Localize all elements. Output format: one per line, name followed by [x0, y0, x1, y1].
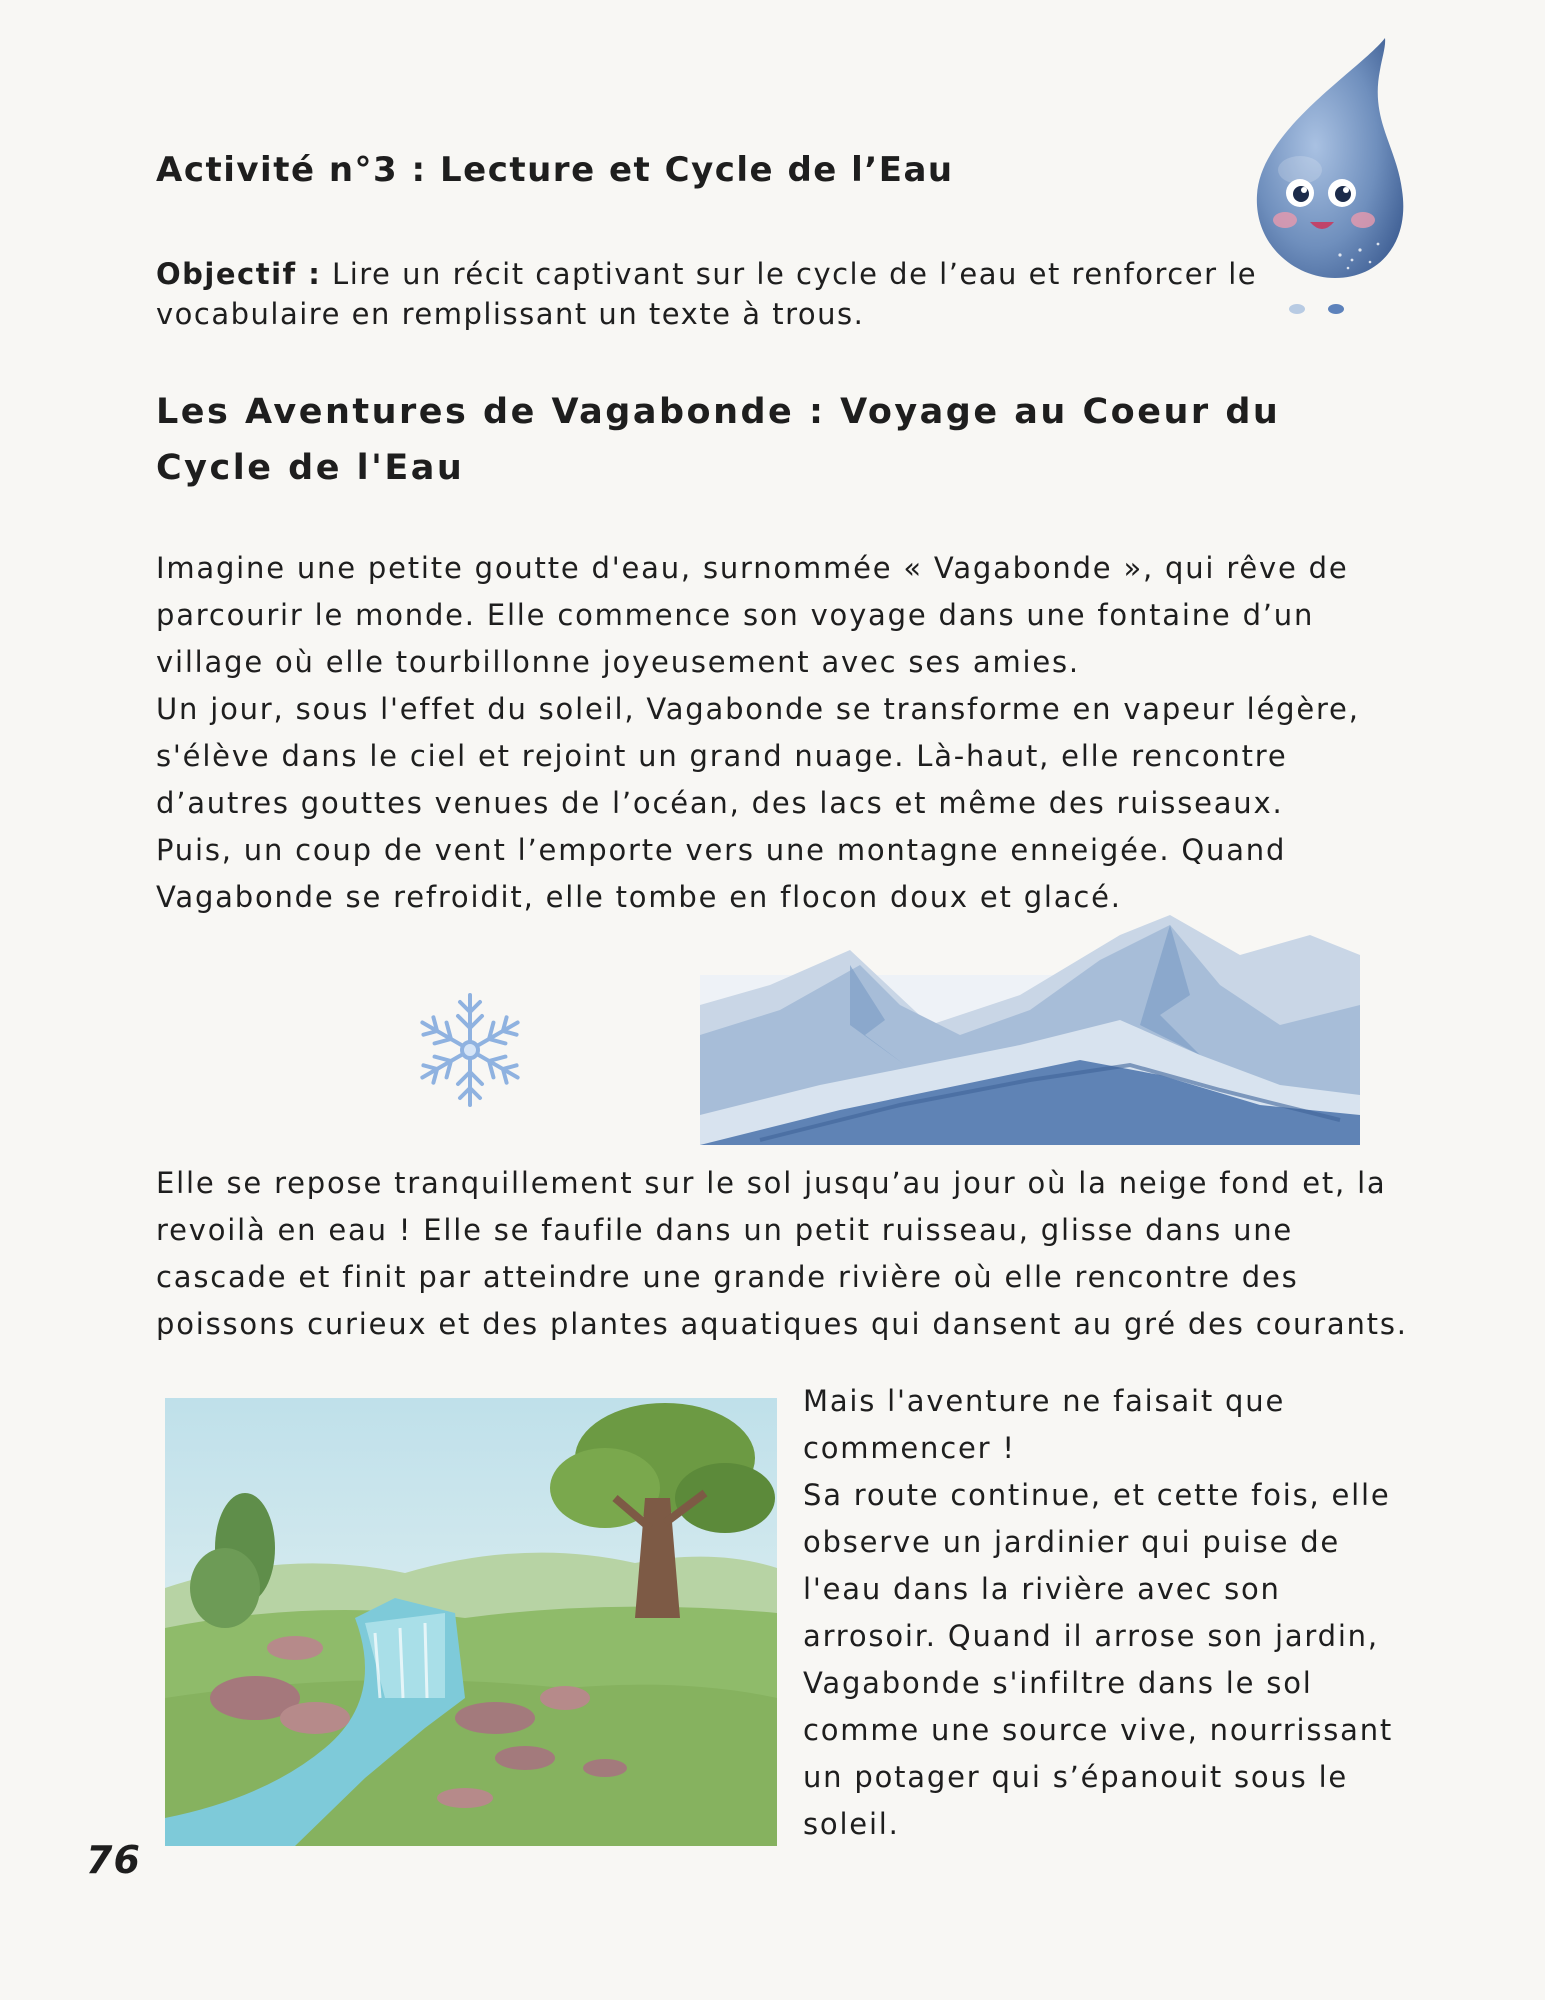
snowy-mountains-illustration	[700, 915, 1360, 1145]
waterfall-river-landscape-illustration	[165, 1398, 777, 1846]
objective-body: Lire un récit captivant sur le cycle de l’eau et renforcer le vocabulaire en remplissant un texte à trous.	[156, 257, 1258, 331]
paragraph-line: Mais l'aventure ne faisait que commencer !	[803, 1384, 1286, 1465]
objective-text	[156, 254, 1316, 334]
story-paragraph-2: Elle se repose tranquillement sur le sol jusqu’au jour où la neige fond et, la revoilà en eau ! Elle se faufile dans un petit ruisseau, glisse dans une cascade et finit par atteindre une grande rivière où elle rencontre des poissons curieux et des plantes aquatiques qui dansent au gré des courants.	[156, 1166, 1408, 1341]
snowflake-icon	[405, 985, 535, 1115]
paragraph-line: Puis, un coup de vent l’emporte vers une montagne enneigée. Quand Vagabonde se refroidit, elle tombe en flocon doux et glacé.	[156, 833, 1287, 914]
page-number: 76	[86, 1838, 141, 1882]
story-title: Les Aventures de Vagabonde : Voyage au Coeur du Cycle de l'Eau	[156, 392, 1281, 488]
activity-title: Activité n°3 : Lecture et Cycle de l’Eau	[156, 150, 954, 190]
story-paragraph-1	[156, 545, 1416, 921]
objective-label: Objectif :	[156, 257, 322, 291]
paragraph-line: Sa route continue, et cette fois, elle observe un jardinier qui puise de l'eau dans la rivière avec son arrosoir. Quand il arrose son jardin, Vagabonde s'infiltre dans le sol comme une source vive, nourrissant un potager qui s’épanouit sous le soleil.	[803, 1478, 1394, 1841]
paragraph-line: Imagine une petite goutte d'eau, surnommée « Vagabonde », qui rêve de parcourir le monde. Elle commence son voyage dans une fontaine d’un village où elle tourbillonne joyeusement avec ses amies.	[156, 551, 1349, 679]
paragraph-line: Un jour, sous l'effet du soleil, Vagabonde se transforme en vapeur légère, s'élève dans le ciel et rejoint un grand nuage. Là-haut, elle rencontre d’autres gouttes venues de l’océan, des lacs et même des ruisseaux.	[156, 692, 1360, 820]
story-paragraph-3	[803, 1378, 1403, 1848]
